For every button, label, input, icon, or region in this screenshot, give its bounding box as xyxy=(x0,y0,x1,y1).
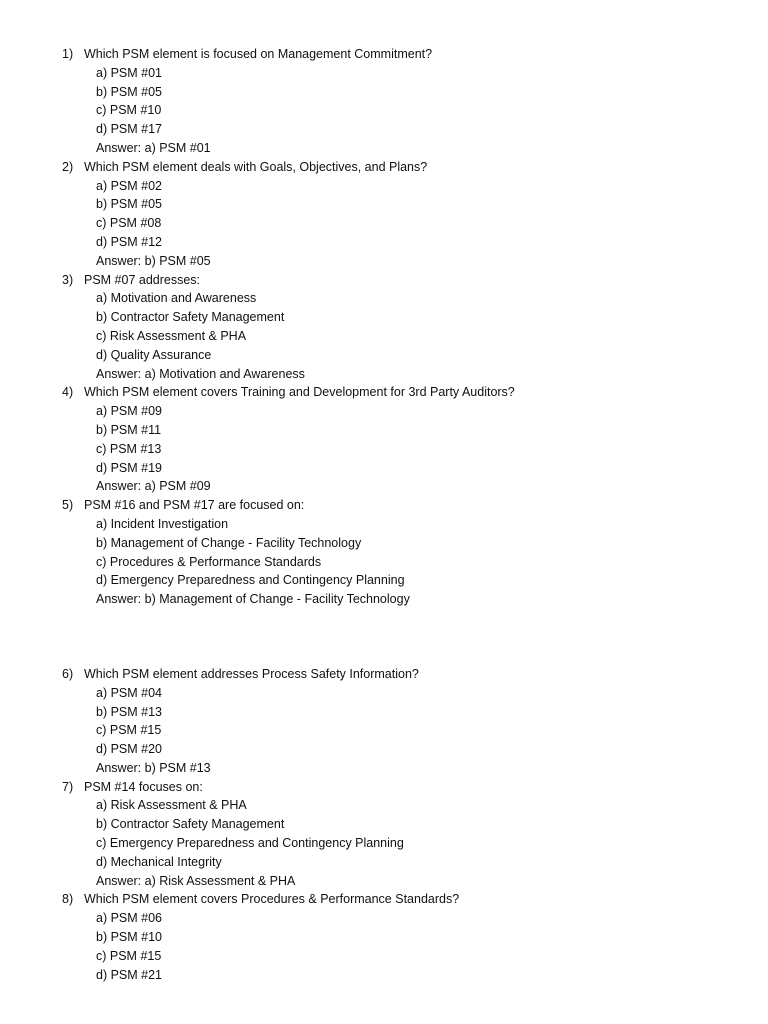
question-text: Which PSM element deals with Goals, Objectives, and Plans? xyxy=(84,159,428,174)
question-line xyxy=(0,778,768,797)
question-number: 1) xyxy=(62,47,74,61)
option-c: c) Risk Assessment & PHA xyxy=(96,328,247,343)
option-a: a) Incident Investigation xyxy=(96,516,229,531)
question-number: 2) xyxy=(62,159,74,174)
option-d: d) PSM #12 xyxy=(96,234,163,249)
question-3 xyxy=(0,271,768,384)
question-line xyxy=(0,890,768,909)
question-number: 4) xyxy=(62,385,74,400)
question-line xyxy=(0,271,768,290)
option-d: d) Emergency Preparedness and Contingency Planning xyxy=(96,573,405,588)
option-c: c) PSM #15 xyxy=(96,723,162,738)
question-text: PSM #07 addresses: xyxy=(84,272,201,287)
question-1 xyxy=(0,45,768,158)
question-8 xyxy=(0,890,768,984)
question-number: 5) xyxy=(62,498,74,513)
option-b: b) Management of Change - Facility Technology xyxy=(96,535,362,550)
question-number: 8) xyxy=(62,892,74,907)
question-text: Which PSM element addresses Process Safety Information? xyxy=(84,666,419,681)
option-b: b) PSM #13 xyxy=(96,704,163,719)
option-b: b) PSM #11 xyxy=(96,422,162,437)
option-a: a) Motivation and Awareness xyxy=(96,291,257,306)
question-line xyxy=(0,665,768,684)
answer-line: Answer: b) Management of Change - Facility Technology xyxy=(96,592,410,607)
answer-line: Answer: b) PSM #05 xyxy=(96,253,211,268)
option-a: a) PSM #02 xyxy=(96,178,163,193)
option-a: a) Risk Assessment & PHA xyxy=(96,798,247,813)
question-5 xyxy=(0,496,768,609)
option-b: b) PSM #10 xyxy=(96,930,163,945)
question-4 xyxy=(0,383,768,496)
question-text: PSM #16 and PSM #17 are focused on: xyxy=(84,498,305,513)
option-c: c) PSM #13 xyxy=(96,441,162,456)
option-d: d) PSM #17 xyxy=(96,122,163,137)
option-a: a) PSM #04 xyxy=(96,685,163,700)
question-text: Which PSM element is focused on Management Commitment? xyxy=(84,47,433,61)
option-c: c) PSM #15 xyxy=(96,948,162,963)
question-6 xyxy=(0,665,768,778)
option-c: c) PSM #10 xyxy=(96,103,162,118)
question-number: 6) xyxy=(62,666,74,681)
question-line xyxy=(0,45,768,64)
option-a: a) PSM #01 xyxy=(96,65,163,80)
option-d: d) Mechanical Integrity xyxy=(96,854,222,869)
question-7 xyxy=(0,778,768,891)
option-a: a) PSM #06 xyxy=(96,911,163,926)
answer-line: Answer: b) PSM #13 xyxy=(96,760,211,775)
question-number: 3) xyxy=(62,272,74,287)
answer-line: Answer: a) PSM #01 xyxy=(96,140,211,155)
option-b: b) Contractor Safety Management xyxy=(96,310,285,325)
option-b: b) PSM #05 xyxy=(96,84,163,99)
option-a: a) PSM #09 xyxy=(96,404,163,419)
option-c: c) PSM #08 xyxy=(96,216,162,231)
answer-line: Answer: a) PSM #09 xyxy=(96,479,211,494)
question-text: PSM #14 focuses on: xyxy=(84,779,203,794)
option-d: d) PSM #19 xyxy=(96,460,163,475)
question-line xyxy=(0,158,768,177)
question-line xyxy=(0,496,768,515)
question-text: Which PSM element covers Training and Development for 3rd Party Auditors? xyxy=(84,385,515,400)
option-d: d) Quality Assurance xyxy=(96,347,212,362)
answer-line: Answer: a) Risk Assessment & PHA xyxy=(96,873,296,888)
quiz-document xyxy=(0,45,768,984)
option-b: b) PSM #05 xyxy=(96,197,163,212)
option-c: c) Emergency Preparedness and Contingency Planning xyxy=(96,836,404,851)
option-d: d) PSM #21 xyxy=(96,967,163,982)
section-gap xyxy=(0,609,768,665)
option-c: c) Procedures & Performance Standards xyxy=(96,554,322,569)
answer-line: Answer: a) Motivation and Awareness xyxy=(96,366,305,381)
option-b: b) Contractor Safety Management xyxy=(96,817,285,832)
question-line xyxy=(0,383,768,402)
question-2 xyxy=(0,158,768,271)
question-text: Which PSM element covers Procedures & Performance Standards? xyxy=(84,892,460,907)
question-number: 7) xyxy=(62,779,74,794)
option-d: d) PSM #20 xyxy=(96,742,163,757)
